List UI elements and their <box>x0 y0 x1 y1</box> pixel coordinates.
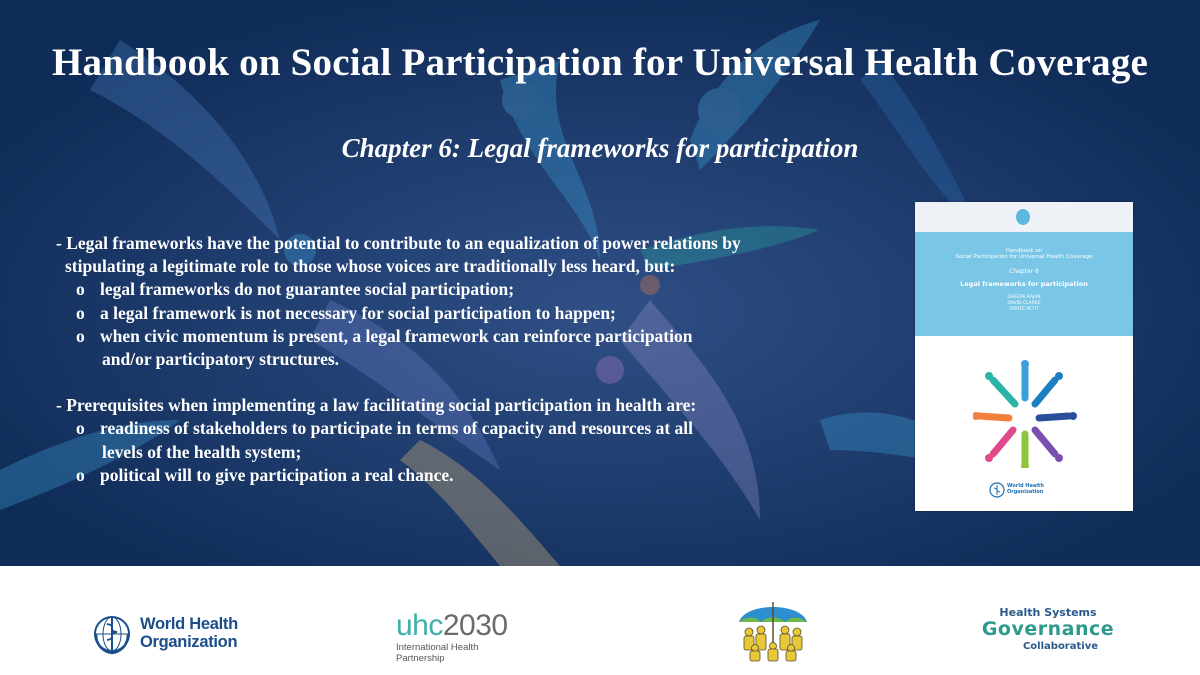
bullet-text-cont: levels of the health system; <box>102 441 302 462</box>
bullet-text: when civic momentum is present, a legal framework can reinforce participation <box>100 325 693 346</box>
person-icon <box>1016 209 1030 225</box>
cover-chapter: Chapter 6 <box>1009 268 1039 275</box>
cover-who-line1: World Health <box>1007 483 1044 489</box>
cover-top-strip <box>915 202 1133 232</box>
umbrella-people-icon <box>735 596 811 664</box>
bullet-mark: o <box>76 464 85 485</box>
bullet-text: political will to give participation a real chance. <box>100 464 454 485</box>
cover-who-text <box>1007 483 1044 495</box>
list-item <box>56 417 836 440</box>
uhc2030-wordmark <box>396 610 508 642</box>
cover-author: DÖRTE PETIT <box>1009 307 1039 312</box>
cover-title: Legal frameworks for participation <box>960 280 1088 288</box>
hsg-line3: Collaborative <box>1022 641 1098 652</box>
list-item <box>56 302 836 325</box>
logo-footer <box>0 566 1200 675</box>
block1-lead-cont: stipulating a legitimate role to those whose voices are traditionally less heard, but: <box>65 256 676 277</box>
who-wordmark <box>140 615 238 651</box>
bullet-text-cont: and/or participatory structures. <box>102 349 340 370</box>
cover-line1: Handbook on <box>1005 248 1043 254</box>
who-emblem-icon <box>90 612 134 656</box>
cover-author: DAVID CLARKE <box>1007 301 1041 306</box>
uhc2030-logo <box>396 609 526 664</box>
block2-lead: - Prerequisites when implementing a law facilitating social participation in health are: <box>56 395 697 416</box>
uhc-word: uhc <box>396 609 443 642</box>
who-logo <box>90 612 240 656</box>
slide-title: Handbook on Social Participation for Universal Health Coverage <box>51 41 1149 84</box>
bullet-text: legal frameworks do not guarantee social participation; <box>100 279 515 300</box>
list-item <box>56 325 836 348</box>
list-item <box>56 464 836 487</box>
bullet-mark: o <box>76 302 85 323</box>
cover-line2: Social Participation for Universal Health Coverage <box>955 254 1093 260</box>
chapter-subtitle: Chapter 6: Legal frameworks for participation <box>341 133 859 163</box>
bullet-mark: o <box>76 279 85 300</box>
who-line2: Organization <box>140 633 238 651</box>
uhc2030-tagline: International Health Partnership <box>396 642 479 664</box>
body-text <box>56 232 836 487</box>
bullet-mark: o <box>76 418 85 439</box>
cover-title-band <box>915 232 1133 336</box>
book-cover <box>915 202 1133 511</box>
bullet-text: readiness of stakeholders to participate in terms of capacity and resources at all <box>100 418 694 439</box>
hsg-collaborative-logo <box>978 606 1118 656</box>
bullet-mark: o <box>76 325 85 346</box>
hsg-line2: Governance <box>981 618 1115 640</box>
block1-lead: - Legal frameworks have the potential to contribute to an equalization of power relations by <box>56 233 741 253</box>
cover-author: DHEEPA RAJAN <box>1007 295 1041 300</box>
uhc-year: 2030 <box>442 609 508 642</box>
bullet-text: a legal framework is not necessary for social participation to happen; <box>100 302 616 323</box>
people-star-icon <box>973 358 1077 468</box>
who-line1: World Health <box>140 615 238 633</box>
cover-who-line2: Organization <box>1007 489 1044 495</box>
list-item <box>56 278 836 301</box>
hsg-line1: Health Systems <box>999 606 1097 619</box>
